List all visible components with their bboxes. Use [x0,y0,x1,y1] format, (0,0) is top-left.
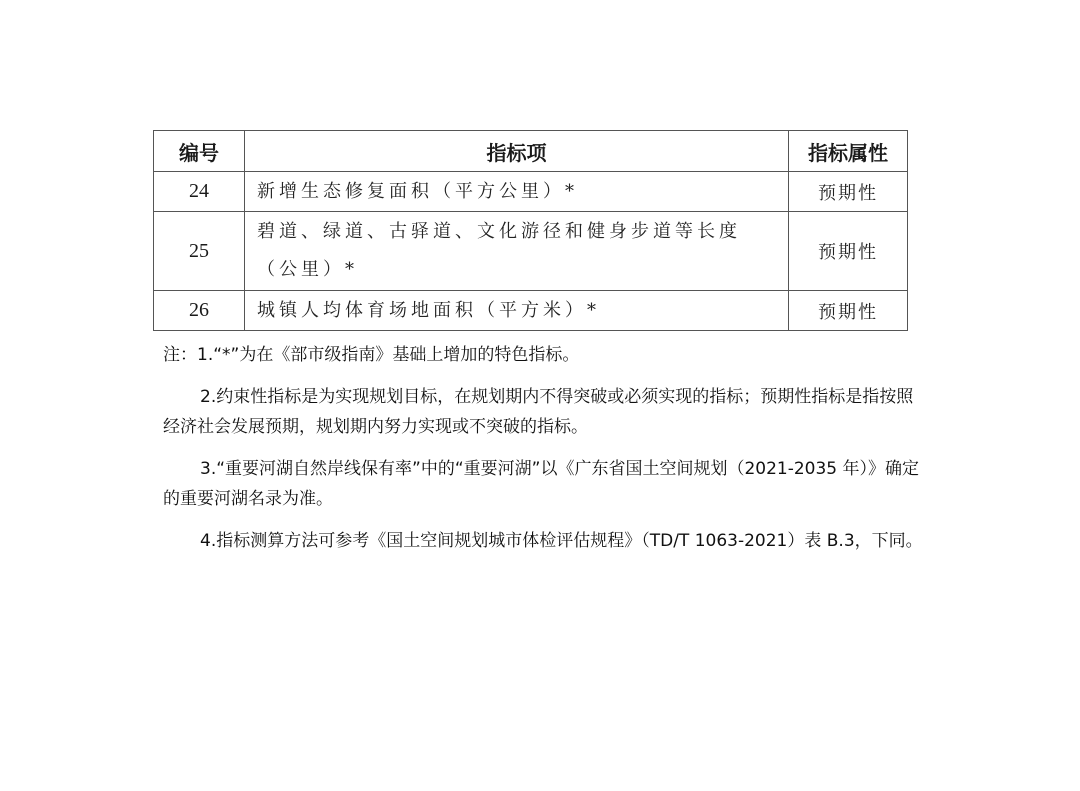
note-1: 注：1.“*”为在《部市级指南》基础上增加的特色指标。 [163,345,580,365]
table-notes [163,340,923,568]
row-number: 25 [154,212,245,291]
row-indicator-item: 新增生态修复面积（平方公里）* [245,172,789,212]
header-indicator-item: 指标项 [245,131,789,172]
note-3: 3.“重要河湖自然岸线保有率”中的“重要河湖”以《广东省国土空间规划（2021-2035 年）》确定的重要河湖名录为准。 [163,459,920,509]
row-indicator-item: 城镇人均体育场地面积（平方米）* [245,291,789,331]
row-indicator-attribute: 预期性 [789,212,908,291]
note-2: 2.约束性指标是为实现规划目标，在规划期内不得突破或必须实现的指标；预期性指标是指按照经济社会发展预期，规划期内努力实现或不突破的指标。 [163,387,914,437]
row-indicator-item: 碧道、绿道、古驿道、文化游径和健身步道等长度（公里）* [245,212,789,291]
row-indicator-attribute: 预期性 [789,172,908,212]
table-row [154,291,908,331]
table-header-row [154,131,908,172]
indicator-table [153,130,908,331]
row-number: 26 [154,291,245,331]
header-number: 编号 [154,131,245,172]
header-indicator-attribute: 指标属性 [789,131,908,172]
note-4: 4.指标测算方法可参考《国土空间规划城市体检评估规程》（TD/T 1063-2021）表 B.3，下同。 [200,531,923,551]
row-indicator-attribute: 预期性 [789,291,908,331]
table-row [154,212,908,291]
row-number: 24 [154,172,245,212]
table-row [154,172,908,212]
